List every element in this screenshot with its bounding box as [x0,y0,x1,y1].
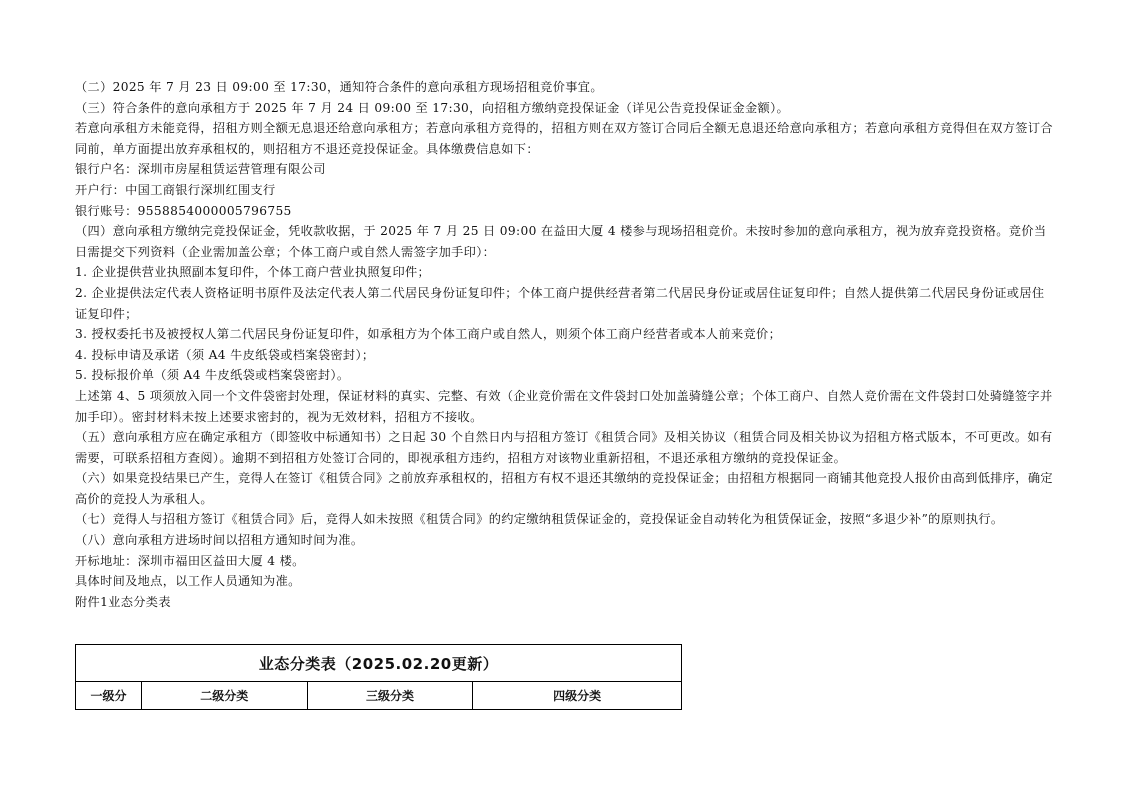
paragraph-item-7: （七）竞得人与招租方签订《租赁合同》后，竞得人如未按照《租赁合同》的约定缴纳租赁保证金的，竞投保证金自动转化为租赁保证金，按照“多退少补”的原则执行。 [75,512,1004,527]
header-level-3: 三级分类 [307,682,473,710]
list-item-1: 1. 企业提供营业执照副本复印件，个体工商户营业执照复印件； [75,265,431,280]
paragraph-item-8: （八）意向承租方进场时间以招租方通知时间为准。 [75,533,364,548]
paragraph-item-5: （五）意向承租方应在确定承租方（即签收中标通知书）之日起 30 个自然日内与招租方签订《租赁合同》及相关协议（租赁合同及相关协议为招租方格式版本，不可更改。如有需要，可联系招租方查阅）。逾期不到招租方处签订合同的，即视承租方违约，招租方对该物业重新招租，不退还承租方缴纳的竞投保证金。 [75,430,1053,465]
paragraph-deposit-refund: 若意向承租方未能竞得，招租方则全额无息退还给意向承租方；若意向承租方竞得的，招租方则在双方签订合同后全额无息退还给意向承租方；若意向承租方竞得但在双方签订合同前，单方面提出放弃承租权的，则招租方不退还竞投保证金。具体缴费信息如下： [75,121,1053,156]
bank-account-number: 银行账号：9558854000005796755 [75,203,292,218]
header-level-1: 一级分 [76,682,142,710]
bank-account-name: 银行户名：深圳市房屋租赁运营管理有限公司 [75,162,326,177]
bank-branch: 开户行：中国工商银行深圳红围支行 [75,182,276,197]
paragraph-item-2: （二）2025 年 7 月 23 日 09:00 至 17:30，通知符合条件的意向承租方现场招租竞价事宜。 [75,80,603,94]
list-item-2: 2. 企业提供法定代表人资格证明书原件及法定代表人第二代居民身份证复印件；个体工商户提供经营者第二代居民身份证或居住证复印件；自然人提供第二代居民身份证或居住证复印件； [75,285,1045,321]
table-title: 业态分类表（2025.02.20更新） [76,645,682,682]
paragraph-item-3: （三）符合条件的意向承租方于 2025 年 7 月 24 日 09:00 至 17:30，向招租方缴纳竞投保证金（详见公告竞投保证金金额）。 [75,100,790,115]
paragraph-item-4: （四）意向承租方缴纳完竞投保证金，凭收款收据，于 2025 年 7 月 25 日 09:00 在益田大厦 4 楼参与现场招租竞价。未按时参加的意向承租方，视为放弃竞投资格。竞价当日需提交下列资料（企业需加盖公章；个体工商户或自然人需签字加手印）： [75,224,1047,259]
paragraph-item-6: （六）如果竞投结果已产生，竞得人在签订《租赁合同》之前放弃承租权的，招租方有权不退还其缴纳的竞投保证金；由招租方根据同一商铺其他竞投人报价由高到低排序，确定高价的竞投人为承租人。 [75,471,1053,506]
attachment-label: 附件1业态分类表 [75,594,171,609]
category-table [75,644,682,710]
list-item-3: 3. 授权委托书及被授权人第二代居民身份证复印件，如承租方为个体工商户或自然人，则须个体工商户经营者或本人前来竞价； [75,327,782,342]
list-item-5: 5. 投标报价单（须 A4 牛皮纸袋或档案袋密封）。 [75,368,350,383]
paragraph-sealing: 上述第 4、5 项须放入同一个文件袋密封处理，保证材料的真实、完整、有效（企业竞价需在文件袋封口处加盖骑缝公章；个体工商户、自然人竞价需在文件袋封口处骑缝签字并加手印）。密封材料未按上述要求密封的，视为无效材料，招租方不接收。 [75,388,1053,424]
header-level-4: 四级分类 [473,682,682,710]
time-location-note: 具体时间及地点，以工作人员通知为准。 [75,574,301,589]
header-level-2: 二级分类 [141,682,307,710]
document-body [75,77,1053,612]
opening-address: 开标地址：深圳市福田区益田大厦 4 楼。 [75,553,305,568]
list-item-4: 4. 投标申请及承诺（须 A4 牛皮纸袋或档案袋密封）； [75,347,375,362]
